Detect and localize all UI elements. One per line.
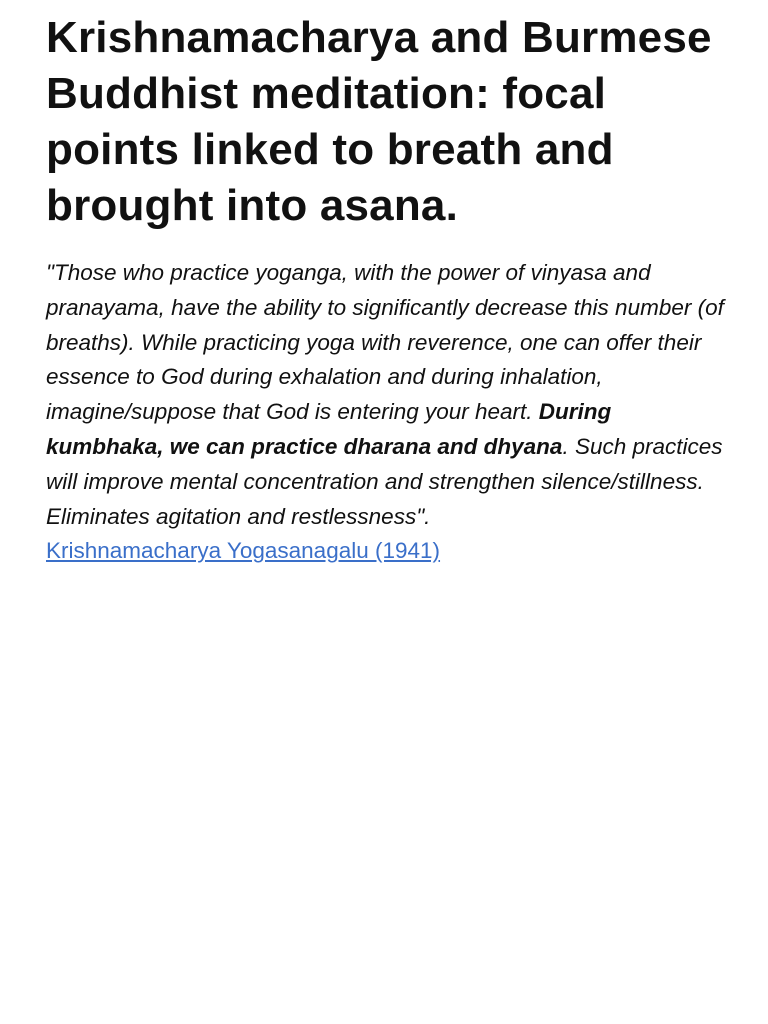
page-title: Krishnamacharya and Burmese Buddhist meditation: focal points linked to breath and brought into asana. [46, 13, 712, 230]
quote-text-start: "Those who practice yoganga, with the power of vinyasa and pranayama, have the ability to significantly decrease this number (of breaths). While practicing yoga with reverence, one can offer their essence to God during exhalation and during inhalation, imagine/suppose that God is entering your heart. [46, 260, 724, 425]
document-page [46, 10, 726, 569]
quote-emphasis: During kumbhaka, we can practice dharana and dhyana [46, 399, 612, 459]
quote-text-end: . Such practices will improve mental concentration and strengthen silence/stillness. Eliminates agitation and restlessness". [46, 433, 723, 529]
source-link[interactable]: Krishnamacharya Yogasanagalu (1941) [46, 538, 441, 564]
quote-paragraph [46, 256, 726, 569]
